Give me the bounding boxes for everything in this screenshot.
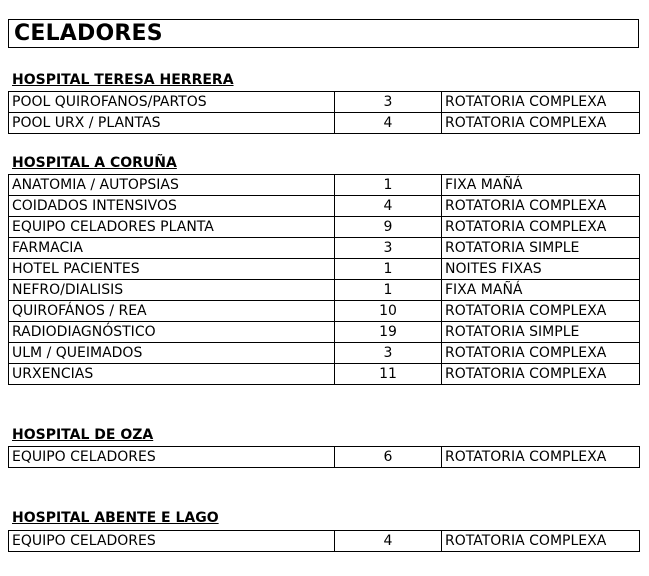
unit-cell: FARMACIA: [9, 238, 335, 259]
count-cell: 10: [335, 301, 442, 322]
section-title-oza: HOSPITAL DE OZA: [12, 427, 154, 443]
count-cell: 1: [335, 280, 442, 301]
unit-cell: NEFRO/DIALISIS: [9, 280, 335, 301]
shift-cell: ROTATORIA COMPLEXA: [442, 196, 640, 217]
section-title-a-coruna: HOSPITAL A CORUÑA: [12, 155, 177, 171]
shift-cell: FIXA MAÑÁ: [442, 175, 640, 196]
table-teresa-herrera: [8, 91, 640, 134]
section-title-teresa-herrera: HOSPITAL TERESA HERRERA: [12, 72, 234, 88]
table-row: [9, 447, 640, 468]
table-row: [9, 217, 640, 238]
count-cell: 3: [335, 238, 442, 259]
count-cell: 6: [335, 447, 442, 468]
unit-cell: ULM / QUEIMADOS: [9, 343, 335, 364]
document-title-box: [8, 19, 639, 48]
unit-cell: RADIODIAGNÓSTICO: [9, 322, 335, 343]
shift-cell: ROTATORIA COMPLEXA: [442, 113, 640, 134]
table-row: [9, 92, 640, 113]
table-row: [9, 259, 640, 280]
unit-cell: QUIROFÁNOS / REA: [9, 301, 335, 322]
unit-cell: COIDADOS INTENSIVOS: [9, 196, 335, 217]
shift-cell: ROTATORIA COMPLEXA: [442, 343, 640, 364]
shift-cell: ROTATORIA COMPLEXA: [442, 217, 640, 238]
count-cell: 4: [335, 196, 442, 217]
shift-cell: ROTATORIA SIMPLE: [442, 238, 640, 259]
table-row: [9, 301, 640, 322]
unit-cell: EQUIPO CELADORES: [9, 447, 335, 468]
shift-cell: ROTATORIA COMPLEXA: [442, 447, 640, 468]
count-cell: 4: [335, 113, 442, 134]
shift-cell: ROTATORIA COMPLEXA: [442, 301, 640, 322]
count-cell: 9: [335, 217, 442, 238]
unit-cell: URXENCIAS: [9, 364, 335, 385]
table-row: [9, 322, 640, 343]
unit-cell: EQUIPO CELADORES PLANTA: [9, 217, 335, 238]
shift-cell: ROTATORIA COMPLEXA: [442, 92, 640, 113]
count-cell: 1: [335, 259, 442, 280]
section-title-abente-e-lago: HOSPITAL ABENTE E LAGO: [12, 510, 219, 526]
count-cell: 3: [335, 343, 442, 364]
table-oza: [8, 446, 640, 468]
unit-cell: EQUIPO CELADORES: [9, 531, 335, 552]
shift-cell: FIXA MAÑÁ: [442, 280, 640, 301]
unit-cell: POOL QUIROFANOS/PARTOS: [9, 92, 335, 113]
table-row: [9, 343, 640, 364]
shift-cell: ROTATORIA COMPLEXA: [442, 531, 640, 552]
count-cell: 1: [335, 175, 442, 196]
unit-cell: POOL URX / PLANTAS: [9, 113, 335, 134]
table-row: [9, 531, 640, 552]
table-row: [9, 364, 640, 385]
table-abente-e-lago: [8, 530, 640, 552]
count-cell: 11: [335, 364, 442, 385]
shift-cell: ROTATORIA SIMPLE: [442, 322, 640, 343]
shift-cell: NOITES FIXAS: [442, 259, 640, 280]
table-row: [9, 238, 640, 259]
table-row: [9, 196, 640, 217]
unit-cell: HOTEL PACIENTES: [9, 259, 335, 280]
table-row: [9, 175, 640, 196]
count-cell: 4: [335, 531, 442, 552]
unit-cell: ANATOMIA / AUTOPSIAS: [9, 175, 335, 196]
shift-cell: ROTATORIA COMPLEXA: [442, 364, 640, 385]
table-row: [9, 113, 640, 134]
count-cell: 19: [335, 322, 442, 343]
document-title: CELADORES: [14, 21, 163, 46]
table-row: [9, 280, 640, 301]
count-cell: 3: [335, 92, 442, 113]
table-a-coruna: [8, 174, 640, 385]
